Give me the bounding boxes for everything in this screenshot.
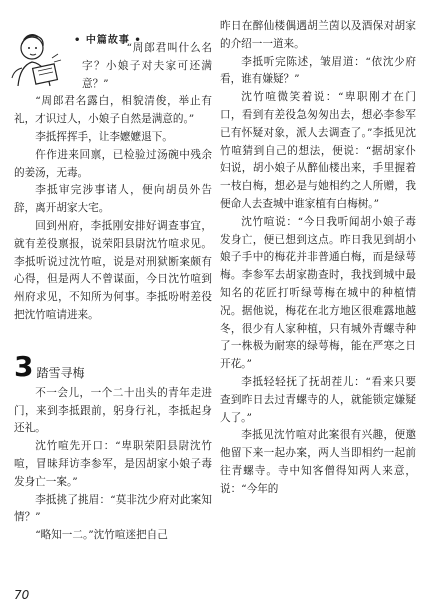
section-number: 3: [14, 349, 34, 383]
paragraph: 李抵轻轻抚了抚胡茬儿：“看来只要查到昨日去过青螺寺的人，就能锁定嫌疑人了。”: [220, 375, 416, 424]
paragraph: “略知一二。”沈竹喧迷把自己: [35, 529, 168, 542]
paragraph: 李抵见沈竹喧对此案很有兴趣，便邀他留下来一起办案，两人当即相约一起前往青螺寺。寺中知客僧得知两人来意，说：“今年的: [220, 429, 416, 495]
paragraph: 李抵审完涉事诸人，便向胡员外告辞，离开胡家大宅。: [14, 184, 212, 215]
paragraph: “周郎君名露白，相貌清俊，举止有礼，才识过人，小娘子自然是满意的。”: [14, 95, 212, 126]
paragraph: 回到州府，李抵刚安排好调查事宜，就有差役禀报，说荣阳县尉沈竹喧求见。李抵听说过沈竹喧，说是对刑狱断案颇有心得，但是两人不曾谋面，今日沈竹喧到州府求见，不知所为何事。李抵吩咐差役把沈竹喧请进来。: [14, 219, 212, 321]
paragraph: 仵作进来回禀，已检验过汤碗中残余的姜汤，无毒。: [14, 148, 212, 179]
left-column: [14, 40, 212, 545]
paragraph: 沈竹喧微笑着说：“卑职刚才在门口，看到有差役急匆匆出去，想必李参军已有怀疑对象，派人去调查了。”李抵见沈竹喧猜到自己的想法，便说：“据胡家仆妇说，胡小娘子从醉仙楼出来，手里握着一枝白梅，想必是与她相约之人所赠，我便命人去查城中谁家植有白梅树。”: [220, 91, 416, 210]
section-tag: • 中篇故事 •: [74, 35, 142, 46]
paragraph: 沈竹喧说：“今日我听闻胡小娘子毒发身亡，便已想到这点。昨日我见到胡小娘子手中的梅花并非普通白梅，而是绿萼梅。李参军去胡家勘查时，我找到城中最知名的花匠打听绿萼梅在城中的种植情况。据他说，梅花在北方地区很难露地越冬，很少有人家种植，只有城外青螺寺种了一株极为耐寒的绿萼梅，能在严寒之日开花。”: [220, 215, 416, 371]
paragraph: 李抵挑了挑眉：“莫非沈少府对此案知情？”: [14, 493, 212, 524]
paragraph: 李抵挥挥手，让李嬷嬷退下。: [35, 130, 173, 143]
paragraph: 昨日在醉仙楼偶遇胡兰茵以及酒保对胡家的介绍一一道来。: [220, 20, 416, 50]
paragraph: 李抵听完陈述，皱眉道：“依沈少府看，谁有嫌疑？”: [220, 55, 416, 86]
page-number: 70: [14, 588, 30, 602]
section-heading: [14, 351, 212, 381]
paragraph: 沈竹喧先开口：“卑职荣阳县尉沈竹喧，冒昧拜访李参军，是因胡家小娘子毒发身亡一案。”: [14, 440, 212, 488]
right-column: [220, 18, 416, 499]
paragraph: 不一会儿，一个二十出头的青年走进门，来到李抵跟前，躬身行礼，李抵起身还礼。: [14, 386, 212, 435]
section-title: 踏雪寻梅: [36, 365, 85, 380]
paragraph: “周郎君叫什么名字？小娘子对夫家可还满意？”: [82, 42, 212, 90]
